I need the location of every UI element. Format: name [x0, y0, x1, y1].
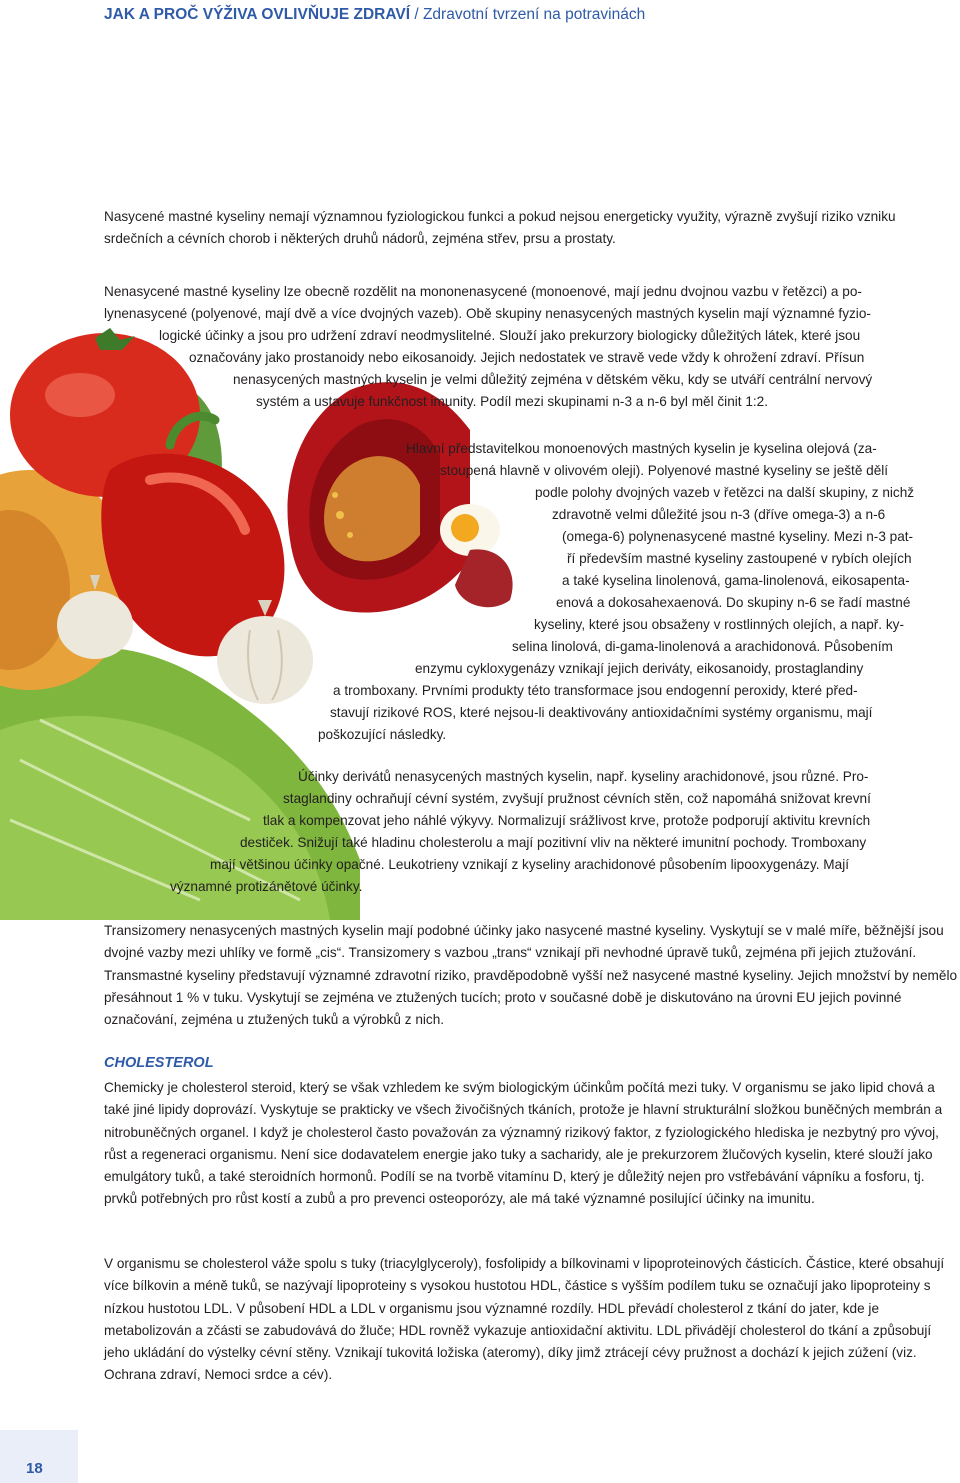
text-line: stavují rizikové ROS, které nejsou-li deaktivovány antioxidačními systémy organismu, mají — [330, 705, 873, 720]
text-paragraph — [104, 1253, 958, 1387]
text-line: logické účinky a jsou pro udržení zdraví neodmyslitelné. Slouží jako prekurzory biologicky důležitých látek, které jsou — [159, 328, 861, 343]
text-line: poškozující následky. — [318, 727, 447, 742]
header-separator: / — [410, 6, 423, 23]
text-line: destiček. Snižují také hladinu cholesterolu a mají pozitivní vliv na některé imunitní pochody. Tromboxany — [240, 835, 867, 850]
text-paragraph — [104, 920, 958, 1031]
text-line: staglandiny ochraňují cévní systém, zvyšují pružnost cévních stěn, což napomáhá snižovat krevní — [283, 791, 871, 806]
text-line: (omega-6) polynenasycené mastné kyseliny. Mezi n-3 pat- — [562, 529, 914, 544]
text-paragraph — [104, 1077, 958, 1211]
text-line: označovány jako prostanoidy nebo eikosanoidy. Jejich nedostatek ve stravě vede vždy k ohrožení zdraví. Přísun — [189, 350, 865, 365]
section-heading-cholesterol: CHOLESTEROL — [104, 1055, 214, 1071]
text-line: zdravotně velmi důležité jsou n-3 (dříve omega-3) a n-6 — [552, 507, 886, 522]
text-line: kyseliny, které jsou obsaženy v rostlinných olejích, a např. ky- — [534, 617, 904, 632]
header-title: JAK A PROČ VÝŽIVA OVLIVŇUJE ZDRAVÍ — [104, 6, 411, 23]
text-line: Hlavní představitelkou monoenových mastných kyselin je kyselina olejová (za- — [406, 441, 877, 456]
text-line: nenasycených mastných kyselin je velmi důležitý zejména v dětském věku, kdy se utváří centrální nervový — [233, 372, 873, 387]
text-line: a také kyselina linolenová, gama-linolenová, eikosapenta- — [562, 573, 910, 588]
paragraph-trans-isomers: Transizomery nenasycených mastných kyselin mají podobné účinky jako nasycené mastné kyseliny. Vyskytují se v malé míře, běžnější jsou dvojné vazby mezi uhlíky ve formě „cis“. Transizomery s vazbou „trans“ vznikají při nevhodné úpravě tuků, zejména při jejich ztužování. Transmastné kyseliny představují významné zdravotní riziko, pravděpodobně vyšší než nasycené mastné kyseliny. Jejich množství by nemělo přesáhnout 1 % v tuku. Vyskytují se zejména ve ztužených tucích; proto v současné době je diskutováno na úrovni EU jejich povinné označování, zejména u ztužených tuků a výrobků z nich. — [104, 923, 958, 1028]
text-line: enová a dokosahexaenová. Do skupiny n-6 se řadí mastné — [556, 595, 911, 610]
artery-illustration — [288, 382, 471, 612]
text-line: mají většinou účinky opačné. Leukotrieny vznikají z kyseliny arachidonové působením lipooxygenázy. Mají — [210, 857, 849, 872]
text-line: Nenasycené mastné kyseliny lze obecně rozdělit na mononenasycené (monoenové, mají jednu dvojnou vazbu v řetězci) a po- — [104, 284, 862, 299]
text-line: tlak a kompenzovat jeho náhlé výkyvy. Normalizují srážlivost krve, protože podporují aktivitu krevních — [263, 813, 871, 828]
page-number-box — [0, 1430, 78, 1483]
page-number: 18 — [26, 1460, 43, 1477]
text-line: významné protizánětové účinky. — [170, 879, 363, 894]
text-line: a tromboxany. Prvními produkty této transformace jsou endogenní peroxidy, které před- — [333, 683, 858, 698]
text-line: selina linolová, di-gama-linolenová a arachidonová. Působením — [512, 639, 893, 654]
text-line: podle polohy dvojných vazeb v řetězci na další skupiny, z nichž — [535, 485, 915, 500]
paragraph-saturated-fats: Nasycené mastné kyseliny nemají významnou fyziologickou funkci a pokud nejsou energeticky využity, výrazně zvyšují riziko vzniku srdečních a cévních chorob i některých druhů nádorů, zejména střev, prsu a prostaty. — [104, 209, 896, 247]
text-line: lynenasycené (polyenové, mají dvě a více dvojných vazeb). Obě skupiny nenasycených mastných kyselin mají významné fyzio- — [104, 306, 871, 321]
text-line: ří především mastné kyseliny zastoupené v rybích olejích — [567, 551, 912, 566]
text-line: Účinky derivátů nenasycených mastných kyselin, např. kyseliny arachidonové, jsou různé. Pro- — [298, 769, 869, 784]
text-line: enzymu cykloxygenázy vznikají jejich deriváty, eikosanoidy, prostaglandiny — [415, 661, 864, 676]
paragraph-lipoproteins: V organismu se cholesterol váže spolu s tuky (triacylglyceroly), fosfolipidy a bílkovinami v lipoproteinových částicích. Částice, které obsahují více bílkovin a méně tuků, se nazývají lipoproteiny s vysokou hustotou HDL, částice s vyšším podílem tuku se označují jako lipoproteiny s nízkou hustotou LDL. V působení HDL a LDL v organismu jsou významné rozdíly. HDL převádí cholesterol z tkání do jater, kde je metabolizován a zčásti se zabudovává do žluče; HDL rovněž vykazuje antioxidační aktivitu. LDL přivádějí cholesterol do tkání a způsobují jeho ukládání do výstelky cévní stěny. Vznikají tukovitá ložiska (ateromy), díky jimž ztrácejí cévy pružnost a dochází k jejich zúžení (viz. Ochrana zdraví, Nemoci srdce a cév). — [104, 1256, 945, 1383]
text-paragraph — [104, 206, 958, 251]
paragraph-cholesterol: Chemicky je cholesterol steroid, který se však vzhledem ke svým biologickým účinkům počítá mezi tuky. V organismu se jako lipid chová a také jiné lipidy doprovází. Vyskytuje se prakticky ve všech živočišných tkáních, protože je hlavní strukturální složkou buněčných membrán a nitrobuněčných organel. I když je cholesterol často považován za významný rizikový faktor, z fyziologického hlediska je nezbytný pro vývoj, růst a regeneraci organismu. Není sice dodavatelem energie jako tuky a sacharidy, ale je prekurzorem žlučových kyselin, které slouží jako emulgátory tuků, a také steroidních hormonů. Podílí se na tvorbě vitamínu D, který je důležitý nejen pro vstřebávání vápníku a fosforu, tj. prvků potřebných pro růst kostí a zubů a pro prevenci osteoporózy, ale má také významné posilující účinky na imunitu. — [104, 1080, 943, 1207]
text-line: systém a ustavuje funkčnost imunity. Podíl mezi skupinami n-3 a n-6 byl měl činit 1:2. — [256, 394, 768, 409]
header-subtitle: Zdravotní tvrzení na potravinách — [422, 6, 646, 23]
running-header — [104, 6, 645, 24]
text-line: stoupená hlavně v olivovém oleji). Polyenové mastné kyseliny se ještě dělí — [440, 463, 889, 478]
